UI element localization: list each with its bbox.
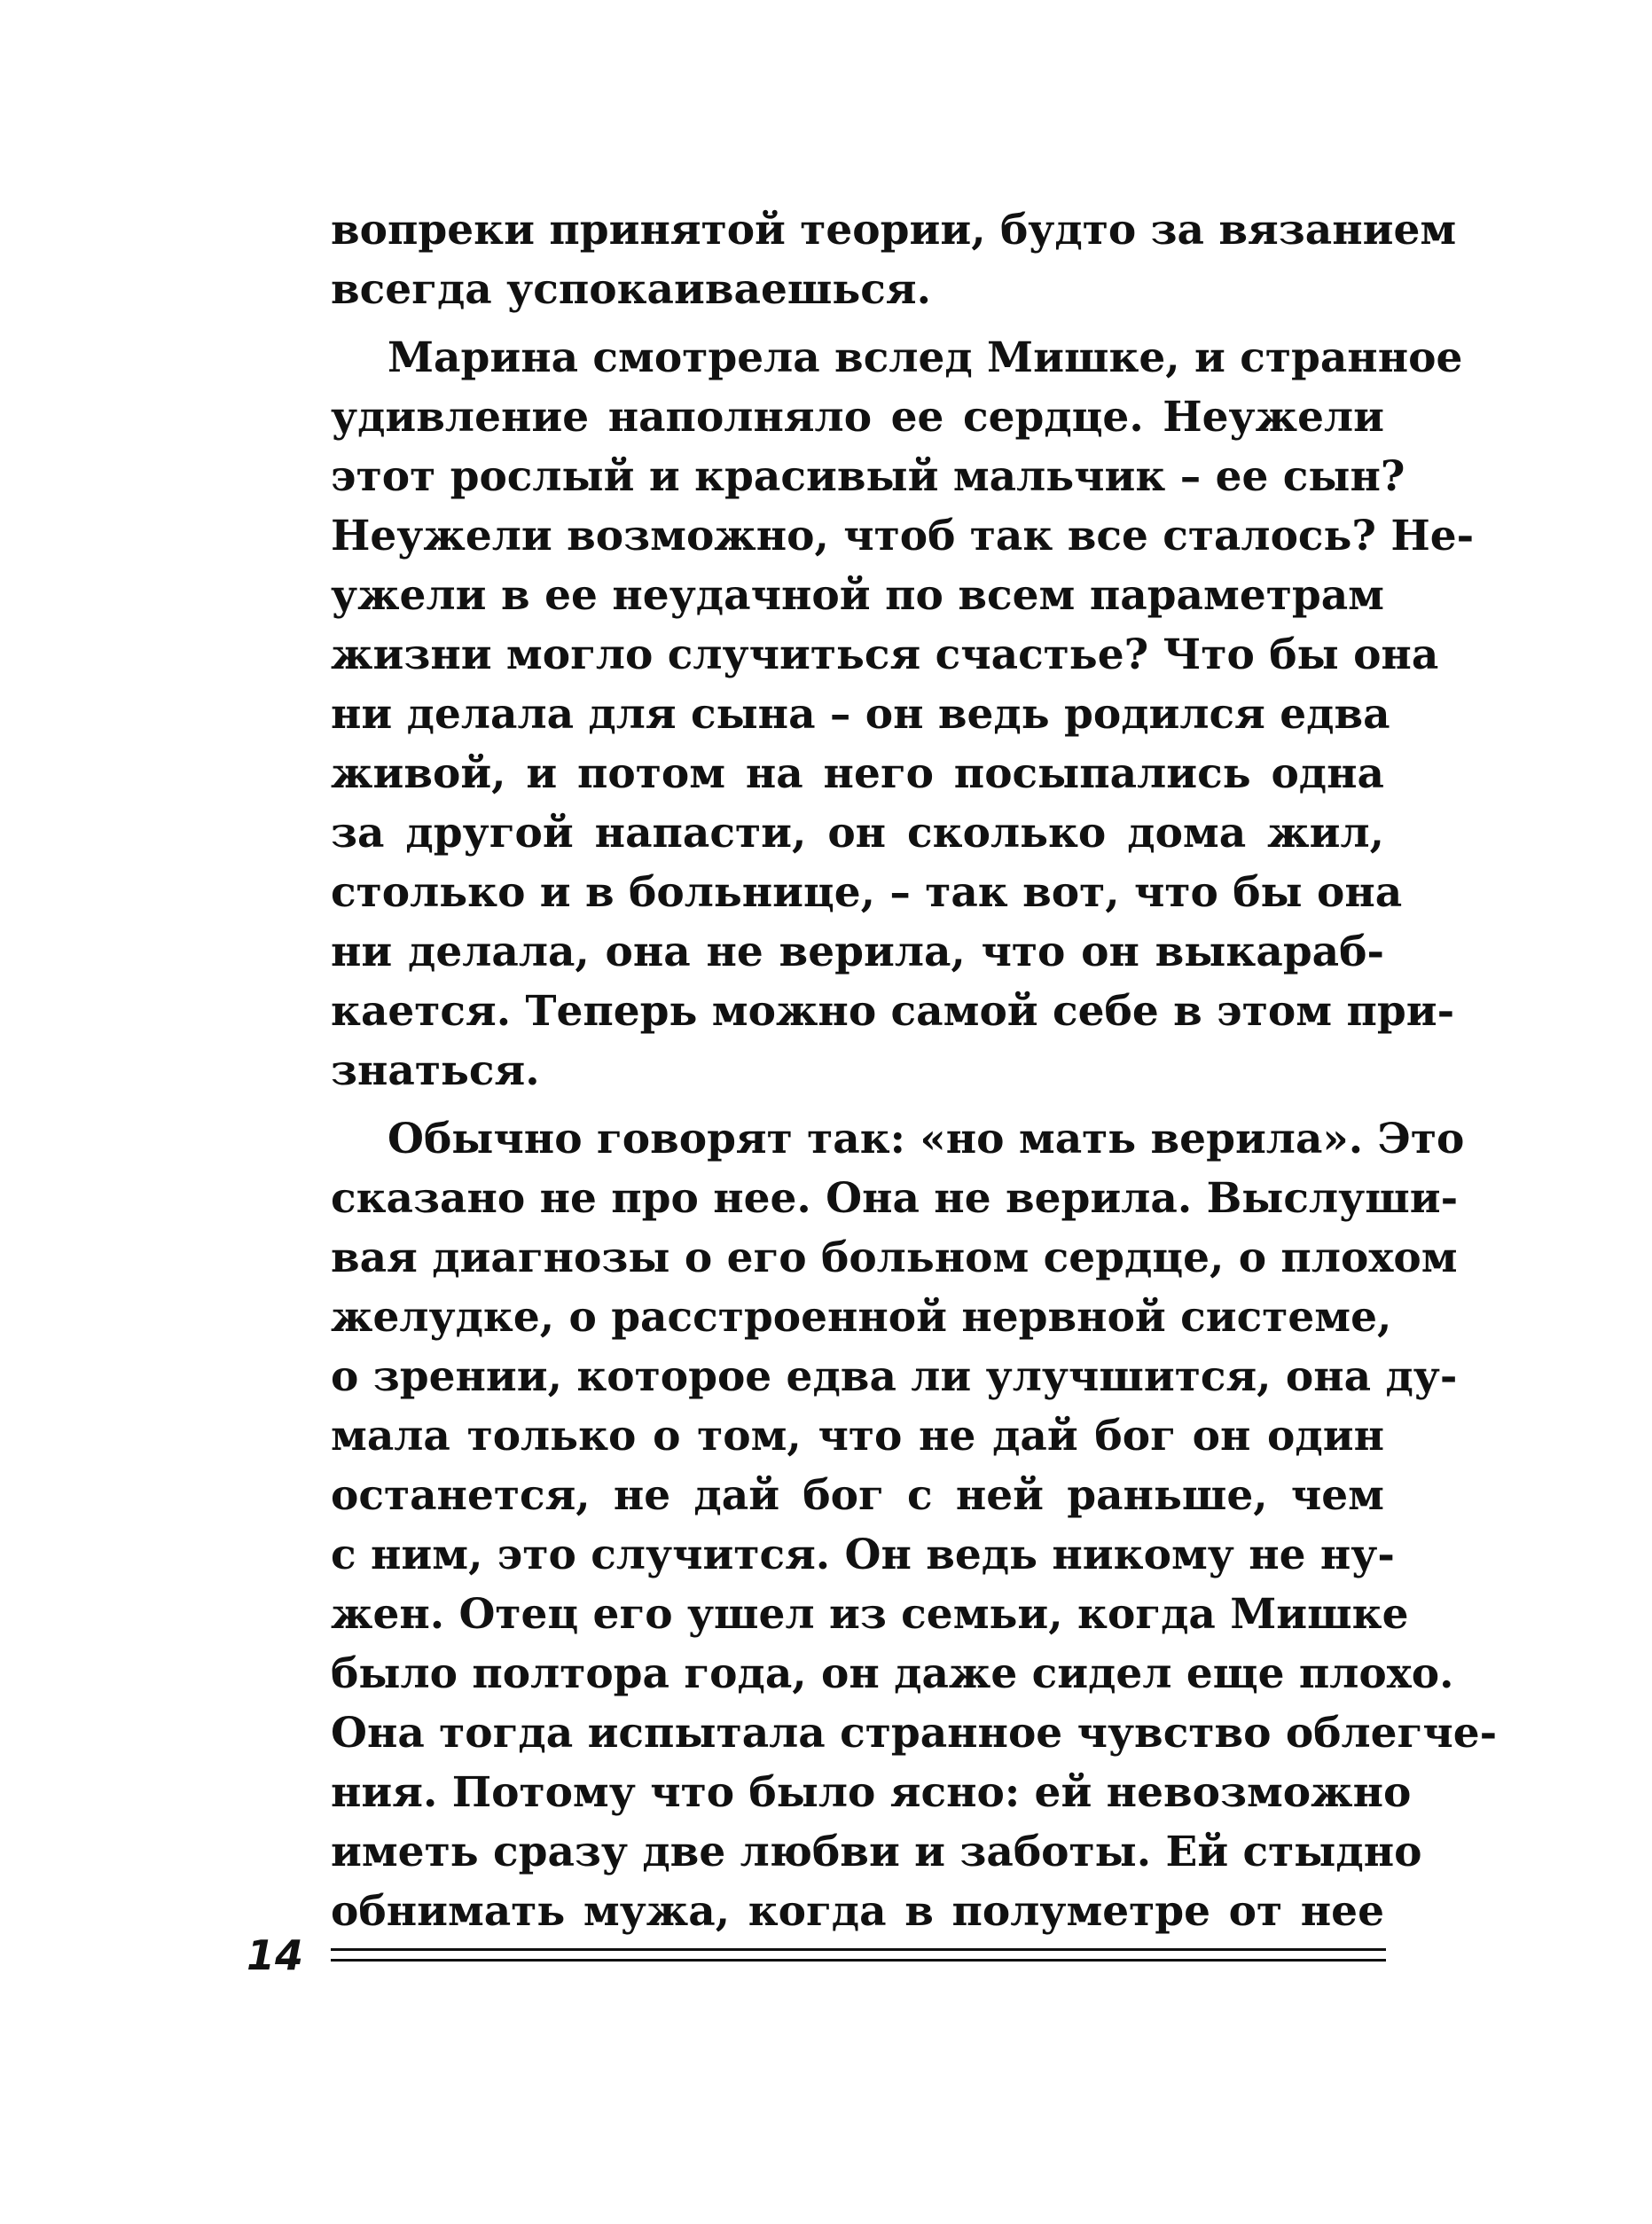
body-text bbox=[331, 200, 1498, 1941]
text-line: жизни могло случиться счастье? Что бы она bbox=[331, 630, 1439, 679]
text-line: жен. Отец его ушел из семьи, когда Мишке bbox=[331, 1590, 1409, 1639]
footer-rule bbox=[331, 1948, 1386, 1951]
text-line: всегда успокаиваешься. bbox=[331, 265, 931, 314]
text-line: этот рослый и красивый мальчик – ее сын? bbox=[331, 452, 1405, 501]
text-line: ни делала, она не верила, что он выкараб- bbox=[331, 928, 1384, 976]
text-line: ния. Потому что было ясно: ей невозможно bbox=[331, 1768, 1412, 1817]
text-line: останется, не дай бог с ней раньше, чем bbox=[331, 1471, 1384, 1520]
text-line: было полтора года, он даже сидел еще плохо. bbox=[331, 1649, 1454, 1698]
text-line: Обычно говорят так: «но мать верила». Это bbox=[388, 1115, 1465, 1163]
footer-rule bbox=[331, 1959, 1386, 1962]
text-line: иметь сразу две любви и заботы. Ей стыдно bbox=[331, 1828, 1422, 1876]
text-line: обнимать мужа, когда в полуметре от нее bbox=[331, 1887, 1384, 1936]
page-footer bbox=[247, 1929, 1386, 1982]
page-number: 14 bbox=[247, 1931, 304, 1979]
text-line: столько и в больнице, – так вот, что бы она bbox=[331, 868, 1403, 917]
text-line: с ним, это случится. Он ведь никому не ну- bbox=[331, 1531, 1395, 1579]
text-line: живой, и потом на него посыпались одна bbox=[331, 749, 1384, 798]
text-line: Неужели возможно, чтоб так все сталось? Не- bbox=[331, 512, 1475, 560]
text-line: Марина смотрела вслед Мишке, и странное bbox=[388, 333, 1463, 382]
text-line: желудке, о расстроенной нервной системе, bbox=[331, 1293, 1392, 1342]
text-line: сказано не про нее. Она не верила. Выслуши- bbox=[331, 1174, 1459, 1223]
text-line: кается. Теперь можно самой себе в этом при- bbox=[331, 987, 1455, 1036]
text-line: вопреки принятой теории, будто за вязанием bbox=[331, 206, 1457, 255]
text-line: Она тогда испытала странное чувство облегче- bbox=[331, 1709, 1498, 1758]
text-line: знаться. bbox=[331, 1046, 540, 1095]
text-line: удивление наполняло ее сердце. Неужели bbox=[331, 393, 1384, 442]
text-line: мала только о том, что не дай бог он один bbox=[331, 1412, 1384, 1460]
text-line: вая диагнозы о его больном сердце, о плохом bbox=[331, 1233, 1458, 1282]
text-line: о зрении, которое едва ли улучшится, она ду- bbox=[331, 1352, 1458, 1401]
text-line: ни делала для сына – он ведь родился едва bbox=[331, 690, 1390, 739]
text-line: ужели в ее неудачной по всем параметрам bbox=[331, 571, 1384, 620]
text-line: за другой напасти, он сколько дома жил, bbox=[331, 809, 1384, 857]
